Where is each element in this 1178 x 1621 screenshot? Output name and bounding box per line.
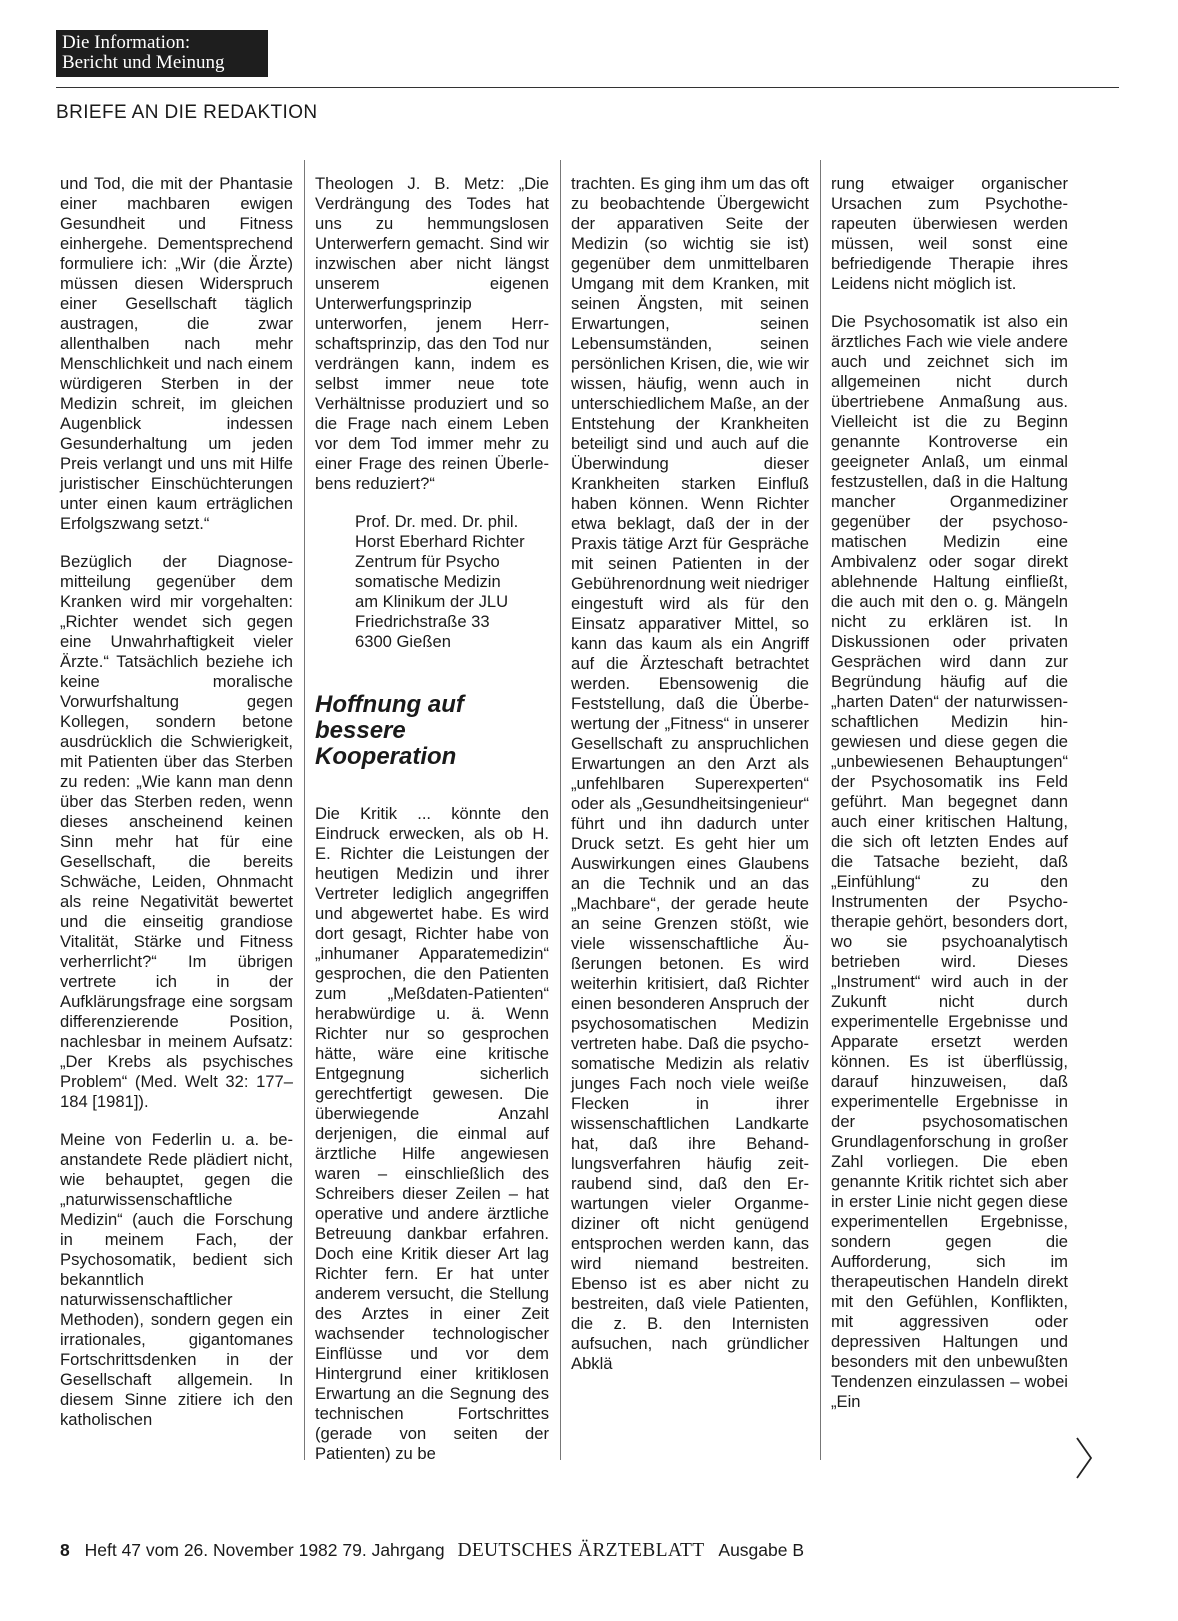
- signature-line: Prof. Dr. med. Dr. phil.: [355, 512, 519, 531]
- signature-line: Horst Eberhard Richter: [355, 532, 525, 551]
- signature-line: 6300 Gießen: [355, 632, 451, 651]
- article-headline: [315, 692, 549, 770]
- paragraph: und Tod, die mit der Phantasie einer machbaren ewigen Gesundheit und Fitness einhergehe. Dementsprechend formuliere ich: „Wir (die Ärzte) müssen diesen Widerspruch einer Gesellschaft täglich austragen, die zwar allenthalben nach mehr Menschlichkeit und nach einem würdigeren Sterben in der Medizin schreit, im gleichen Augenblick indessen Gesunderhaltung um jeden Preis verlangt und uns mit Hilfe juristischer Einschüchterungen unter einen kaum erträglichen Erfolgszwang setzt.“: [60, 174, 293, 533]
- signature-line: am Klinikum der JLU: [355, 592, 509, 611]
- paragraph: rung etwaiger organischer Ursachen zum Psychotherapeuten überwiesen werden müssen, weil sonst eine befriedigende Therapie ihres Leidens nicht möglich ist.: [831, 174, 1068, 293]
- headline-line: Hoffnung auf: [315, 691, 464, 718]
- headline-line: bessere: [315, 717, 406, 744]
- section-tag-line1: Die Information:: [62, 32, 191, 53]
- column-divider: [304, 160, 305, 1460]
- journal-name: DEUTSCHES ÄRZTEBLATT: [457, 1540, 705, 1561]
- article-column-1: [60, 174, 293, 1579]
- paragraph: Die Psychosomatik ist also ein ärztliches Fach wie viele andere auch und zeichnet sich im allgemeinen nicht durch übertriebene Anmaßung aus. Vielleicht ist die zu Beginn genannte Kontroverse ein geeigneter Anlaß, um einmal festzustellen, daß in die Haltung mancher Organmediziner gegenüber der psychosomatischen Medizin eine Ambivalenz oder sogar direkt ablehnende Haltung einfließt, die auch mit den o. g. Mängeln nicht zu erklären ist. In Diskussionen oder privaten Gesprächen wird dann zur Begründung häufig auf die „harten Daten“ der naturwissenschaftlichen Medizin hingewiesen und diese gegen die „unbewiesenen Behauptungen“ der Psychosomatik ins Feld geführt. Man begegnet dann auch einer kritischen Haltung, die sich oft letzten Endes auf die Tatsache bezieht, daß „Einfühlung“ zu den Instrumenten der Psychotherapie gehört, besonders dort, wo sie psychoanalytisch betrieben wird. Dieses „Instrument“ wird auch in der Zukunft nicht durch experimentelle Ergebnisse und Apparate ersetzt werden können. Es ist überflüssig, darauf hinzuweisen, daß experimentelle Ergebnisse in der psychosomatischen Grundlagenforschung in großer Zahl vorliegen. Die eben genannte Kritik richtet sich aber in erster Linie nicht gegen diese experimentellen Ergebnisse, sondern gegen die Aufforderung, sich im therapeutischen Handeln direkt mit den Gefühlen, Konflikten, mit aggressiven oder depressiven Haltungen und besonders mit den unbewußten Tendenzen einzulassen – wobei „Ein: [831, 312, 1068, 1411]
- signature-line: somatische Medizin: [355, 572, 501, 591]
- signature-line: Zentrum für Psycho: [355, 552, 500, 571]
- section-tag-line2: Bericht und Meinung: [62, 52, 225, 73]
- page-number: 8: [60, 1540, 70, 1560]
- edition-label: Ausgabe B: [718, 1540, 805, 1560]
- paragraph: trachten. Es ging ihm um das oft zu beobachtende Übergewicht der apparativen Seite der Medizin (so wichtig sie ist) gegenüber dem unmittelbaren Umgang mit dem Kranken, mit seinen Ängsten, mit seinen Erwartungen, seinen Lebensumständen, seinen persönlichen Krisen, die, wie wir wissen, häufig, wenn auch in unterschiedlichem Maße, an der Entstehung der Krankheiten beteiligt sind und auch auf die Überwindung dieser Krankheiten starken Einfluß haben können. Wenn Richter etwa beklagt, daß der in der Praxis tätige Arzt für Gespräche mit seinen Patienten in der Gebührenordnung weit niedriger eingestuft wird als für den Einsatz apparativer Mittel, so kann das kaum als ein Angriff auf die Ärzteschaft betrachtet werden. Ebensowenig die Feststellung, daß die Überbewertung der „Fitness“ in unserer Gesellschaft zu anspruchlichen Erwartungen an den Arzt als „unfehlbaren Superexperten“ oder als „Gesundheitsingenieur“ führt und ihn dadurch unter Druck setzt. Es geht hier um Auswirkungen eines Glaubens an die Technik und an das „Machbare“, der gerade heute an seine Grenzen stößt, wie viele wissenschaftliche Äußerungen betonen. Es wird weiterhin kritisiert, daß Richter einen besonderen Anspruch der psychosomatischen Medizin vertreten habe. Daß die psychosomatische Medizin als relativ junges Fach noch viele weiße Flecken in ihrer wissenschaftlichen Landkarte hat, daß ihre Behandlungsverfahren häufig zeitraubend sind, daß den Erwartungen vieler Organmediziner oft nicht genügend entsprochen werden kann, das wird niemand bestreiten. Ebenso ist es aber nicht zu bestreiten, daß viele Patienten, die z. B. den Internisten aufsuchen, nach gründlicher Abklä: [571, 174, 810, 1373]
- column-divider: [560, 160, 561, 1460]
- paragraph: Meine von Federlin u. a. beanstandete Rede plädiert nicht, wie behauptet, gegen die „naturwissenschaftliche Medizin“ (auch die Forschung in meinem Fach, der Psychosomatik, bedient sich bekanntlich naturwissenschaftlicher Methoden), sondern gegen ein irrationales, gigantomanes Fortschrittsdenken in der Gesellschaft allgemein. In diesem Sinne zitiere ich den katholischen: [60, 1130, 293, 1429]
- paragraph: Die Kritik ... könnte den Eindruck erwecken, als ob H. E. Richter die Leistungen der heutigen Medizin und ihrer Vertreter lediglich angegriffen und abgewertet habe. Es wird dort gesagt, Richter habe von „inhumaner Apparatemedizin“ gesprochen, die den Patienten zum „Meßdaten-Patienten“ herabwürdige u. ä. Wenn Richter nur so gesprochen hätte, wäre eine kritische Entgegnung sicherlich gerechtfertigt gewesen. Die überwiegende Anzahl derjenigen, die einmal auf ärztliche Hilfe angewiesen waren – einschließlich des Schreibers dieser Zeilen – hat operative und andere ärztliche Betreuung dankbar erfahren. Doch eine Kritik dieser Art lag Richter fern. Er hat unter anderem versucht, die Stellung des Arztes in einer Zeit wachsender technologischer Einflüsse und vor dem Hintergrund einer kritiklosen Erwartung an die Segnung des technischen Fortschrittes (gerade von seiten der Patienten) zu be: [315, 804, 549, 1463]
- article-column-2: [315, 174, 549, 1579]
- issue-info: Heft 47 vom 26. November 1982 79. Jahrgang: [84, 1540, 445, 1560]
- author-signature: [355, 512, 549, 652]
- column-divider: [820, 160, 821, 1460]
- signature-line: Friedrichstraße 33: [355, 612, 490, 631]
- paragraph: Theologen J. B. Metz: „Die Verdrängung des Todes hat uns zu hemmungslosen Unterwerfern gemacht. Sind wir inzwischen aber nicht längst unserem eigenen Unterwerfungsprinzip unterworfen, jenem Herrschaftsprinzip, das den Tod nur verdrängen kann, indem es selbst immer neue tote Verhältnisse produziert und so die Frage nach einem Leben vor dem Tod immer mehr zu einer Frage des reinen Überlebens reduziert?“: [315, 174, 549, 493]
- headline-line: Kooperation: [315, 743, 457, 770]
- rubric-title: BRIEFE AN DIE REDAKTION: [56, 102, 318, 123]
- header-rule: [56, 87, 1119, 88]
- article-column-3: [571, 174, 809, 1579]
- page-footer: [60, 1540, 804, 1562]
- article-column-4: [831, 174, 1068, 1579]
- section-tag: [56, 30, 268, 77]
- paragraph: Bezüglich der Diagnosemitteilung gegenüber dem Kranken wird mir vorgehalten: „Richter wendet sich gegen eine Unwahrhaftigkeit vieler Ärzte.“ Tatsächlich beziehe ich keine moralische Vorwurfshaltung gegen Kollegen, sondern betone ausdrücklich die Schwierigkeit, mit Patienten über das Sterben zu reden: „Wie kann man denn über das Sterben reden, wenn dieses anscheinend keinen Sinn mehr hat für eine Gesellschaft, die bereits Schwäche, Leiden, Ohnmacht als reine Negativität bewertet und die einseitig grandiose Vitalität, Stärke und Fitness verherrlicht?“ Im übrigen vertrete ich in der Aufklärungsfrage eine sorgsam differenzierende Position, nachlesbar in meinem Aufsatz: „Der Krebs als psychisches Problem“ (Med. Welt 32: 177–184 [1981]).: [60, 552, 293, 1111]
- continuation-arrow-icon: [1075, 1436, 1093, 1480]
